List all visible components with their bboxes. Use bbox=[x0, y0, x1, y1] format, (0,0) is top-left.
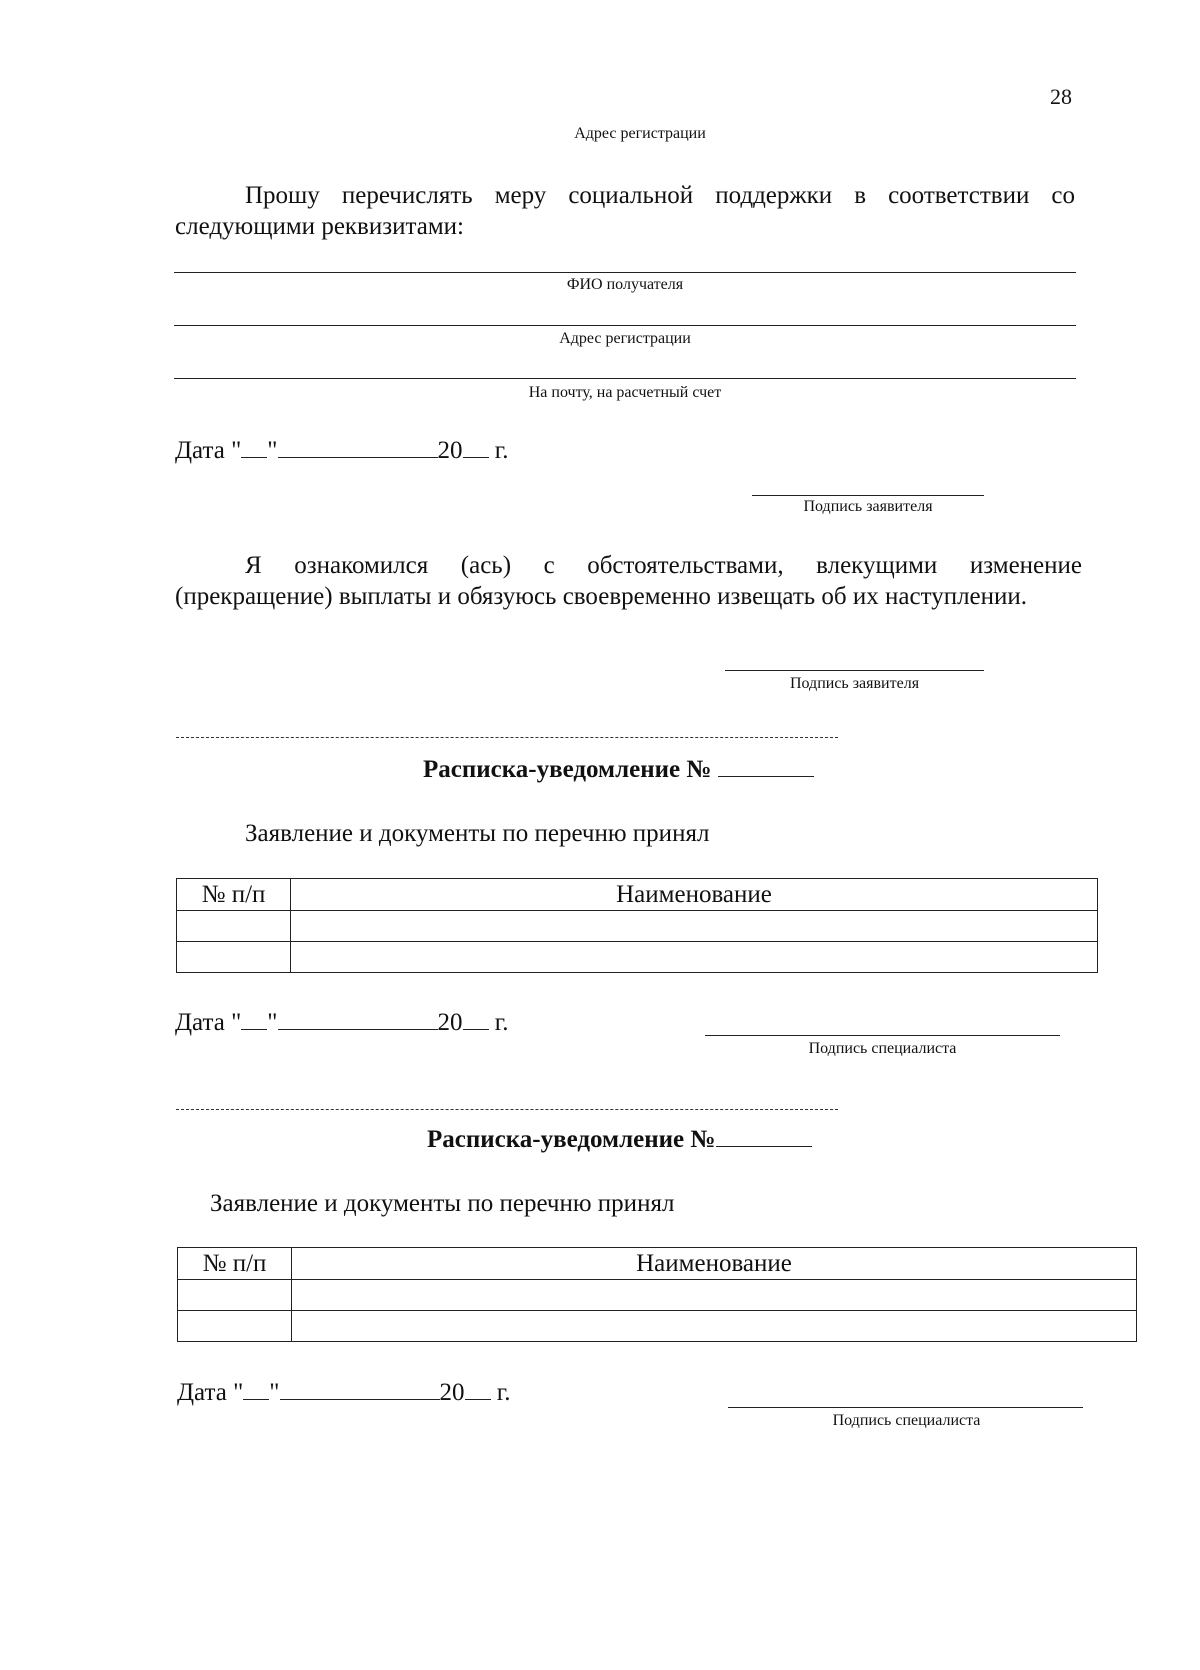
table-row bbox=[177, 942, 1098, 973]
receipt-1-accepted: Заявление и документы по перечню принял bbox=[245, 820, 710, 847]
date-line-1 bbox=[175, 437, 508, 465]
date-month-blank[interactable] bbox=[278, 437, 438, 458]
date-prefix: Дата " bbox=[177, 1379, 244, 1406]
signature-line-specialist-2[interactable] bbox=[728, 1407, 1083, 1408]
receipt-1-table bbox=[176, 878, 1098, 973]
date-line-3 bbox=[177, 1379, 510, 1407]
table-header-name: Наименование bbox=[291, 879, 1098, 911]
signature-line-applicant-1[interactable] bbox=[752, 495, 984, 496]
table-row bbox=[178, 1311, 1137, 1342]
top-caption: Адрес регистрации bbox=[574, 125, 706, 142]
receipt-2-table bbox=[177, 1247, 1137, 1342]
request-text: Прошу перечислять меру социальной поддержки в соответствии со следующими реквизитами: bbox=[175, 182, 1075, 240]
table-cell-name[interactable] bbox=[292, 1280, 1137, 1311]
signature-label-applicant-1: Подпись заявителя bbox=[803, 498, 933, 515]
receipt-1-title bbox=[423, 756, 814, 784]
receipt-2-accepted: Заявление и документы по перечню принял bbox=[210, 1190, 675, 1217]
table-cell-name[interactable] bbox=[292, 1311, 1137, 1342]
date-line-2 bbox=[175, 1009, 508, 1037]
signature-label-specialist-1: Подпись специалиста bbox=[808, 1040, 957, 1057]
table-header-name: Наименование bbox=[292, 1248, 1137, 1280]
date-quote: " bbox=[267, 437, 278, 464]
receipt-2-number-blank[interactable] bbox=[716, 1126, 812, 1147]
receipt-2-title-text: Расписка-уведомление № bbox=[427, 1126, 716, 1153]
receipt-1-title-text: Расписка-уведомление № bbox=[423, 756, 712, 783]
date-quote: " bbox=[267, 1009, 278, 1036]
table-header-number: № п/п bbox=[178, 1248, 292, 1280]
table-cell-name[interactable] bbox=[291, 911, 1098, 942]
table-cell-number[interactable] bbox=[178, 1280, 292, 1311]
date-year-blank[interactable] bbox=[463, 437, 489, 458]
date-year-blank[interactable] bbox=[463, 1009, 489, 1030]
date-prefix: Дата " bbox=[175, 437, 242, 464]
field-line-payment[interactable] bbox=[174, 378, 1076, 379]
field-line-recipient[interactable] bbox=[174, 272, 1076, 273]
signature-line-applicant-2[interactable] bbox=[725, 670, 984, 671]
table-row bbox=[177, 911, 1098, 942]
date-suffix: г. bbox=[494, 1009, 509, 1036]
signature-line-specialist-1[interactable] bbox=[705, 1035, 1060, 1036]
date-year: 20 bbox=[439, 1379, 465, 1406]
date-year: 20 bbox=[437, 1009, 463, 1036]
table-row bbox=[178, 1280, 1137, 1311]
acknowledgement-text: Я ознакомился (ась) с обстоятельствами, влекущими изменение (прекращение) выплаты и обязуюсь своевременно извещать об их наступлении. bbox=[175, 552, 1082, 610]
field-label-recipient: ФИО получателя bbox=[566, 276, 684, 293]
date-prefix: Дата " bbox=[175, 1009, 242, 1036]
date-day-blank[interactable] bbox=[241, 437, 267, 458]
cut-line-2 bbox=[176, 1109, 838, 1110]
signature-label-specialist-2: Подпись специалиста bbox=[832, 1412, 981, 1429]
date-suffix: г. bbox=[494, 437, 509, 464]
table-header-number: № п/п bbox=[177, 879, 291, 911]
date-year: 20 bbox=[437, 437, 463, 464]
date-quote: " bbox=[269, 1379, 280, 1406]
receipt-2-title bbox=[427, 1126, 812, 1154]
table-cell-number[interactable] bbox=[177, 911, 291, 942]
field-line-address[interactable] bbox=[174, 325, 1076, 326]
table-cell-number[interactable] bbox=[178, 1311, 292, 1342]
date-suffix: г. bbox=[496, 1379, 511, 1406]
table-cell-name[interactable] bbox=[291, 942, 1098, 973]
date-day-blank[interactable] bbox=[243, 1379, 269, 1400]
cut-line-1 bbox=[176, 737, 838, 738]
page-number: 28 bbox=[1050, 84, 1072, 109]
date-day-blank[interactable] bbox=[241, 1009, 267, 1030]
date-month-blank[interactable] bbox=[278, 1009, 438, 1030]
date-year-blank[interactable] bbox=[465, 1379, 491, 1400]
table-cell-number[interactable] bbox=[177, 942, 291, 973]
date-month-blank[interactable] bbox=[280, 1379, 440, 1400]
field-label-address: Адрес регистрации bbox=[559, 330, 691, 347]
receipt-1-number-blank[interactable] bbox=[718, 756, 814, 777]
signature-label-applicant-2: Подпись заявителя bbox=[789, 675, 920, 692]
field-label-payment: На почту, на расчетный счет bbox=[528, 384, 722, 401]
